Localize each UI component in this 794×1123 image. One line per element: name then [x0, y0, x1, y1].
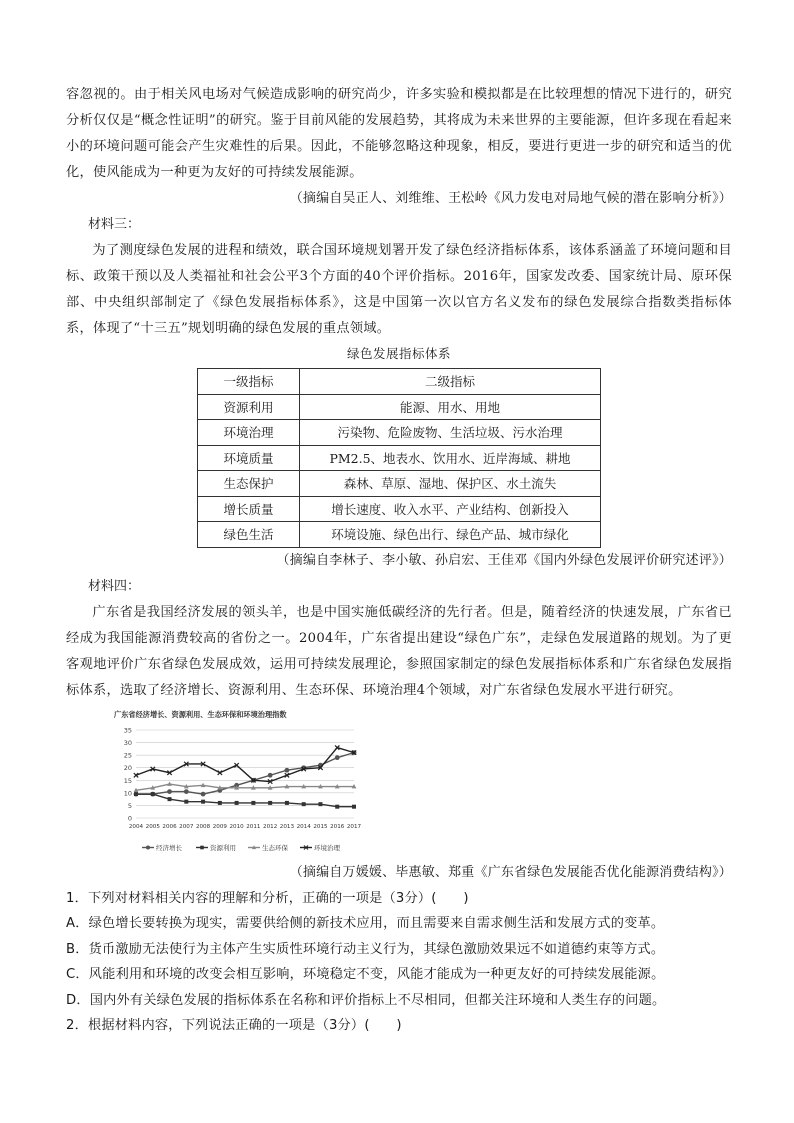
x-tick-label: 2012	[263, 823, 278, 830]
table-cell: 森林、草原、湿地、保护区、水土流失	[300, 471, 601, 497]
table-row	[198, 496, 601, 522]
table-row	[198, 471, 601, 497]
table-cell: 污染物、危险废物、生活垃圾、污水治理	[300, 420, 601, 446]
question-2-stem: 2．根据材料内容，下列说法正确的一项是（3分）( )	[66, 1018, 402, 1033]
material-4-heading: 材料四：	[88, 578, 141, 594]
table-cell: 能源、用水、用地	[300, 394, 601, 420]
y-tick-label: 25	[123, 751, 132, 760]
data-point	[184, 789, 189, 794]
x-tick-label: 2011	[246, 823, 261, 830]
legend-label: 经济增长	[156, 843, 182, 852]
data-point	[318, 802, 322, 806]
table-row	[198, 420, 601, 446]
table-cell: 生态保护	[198, 471, 300, 497]
x-tick-label: 2013	[279, 823, 295, 830]
x-tick-label: 2006	[162, 823, 177, 830]
data-point	[251, 800, 255, 804]
source-material-4: （摘编自万媛媛、毕惠敏、郑重《广东省绿色发展能否优化能源消费结构》）	[289, 864, 732, 880]
y-tick-label: 30	[123, 738, 132, 747]
data-point	[218, 800, 222, 804]
table-cell: 增长速度、收入水平、产业结构、创新投入	[300, 496, 601, 522]
table-row	[198, 394, 601, 420]
y-tick-label: 15	[123, 776, 132, 785]
chart-title: 广东省经济增长、资源利用、生态环保和环境治理指数	[114, 709, 287, 719]
data-point	[168, 797, 172, 801]
legend-marker	[200, 845, 204, 849]
table-row	[198, 522, 601, 548]
data-point	[285, 800, 289, 804]
exam-page	[66, 82, 732, 1039]
x-tick-label: 2007	[179, 823, 194, 830]
data-point	[302, 802, 306, 806]
material-3-paragraph: 为了测度绿色发展的进程和绩效，联合国环境规划署开发了绿色经济指标体系，该体系涵盖了环境问题和目标、政策干预以及人类福祉和社会公平3个方面的40个评价指标。2016年，国家发改委、国家统计局、原环保部、中央组织部制定了《绿色发展指标体系》，这是中国第一次以官方名义发布的绿色发展综合指数类指标体系，体现了“十三五”规划明确的绿色发展的重点领域。	[66, 243, 732, 336]
line-chart	[114, 708, 362, 860]
y-tick-label: 10	[123, 788, 132, 797]
legend-label: 资源利用	[210, 843, 236, 852]
table-header-cell: 二级指标	[300, 369, 601, 395]
table-header-cell: 一级指标	[198, 369, 300, 395]
legend-marker	[146, 845, 150, 849]
data-point	[201, 791, 206, 796]
data-point	[235, 800, 239, 804]
question-1-option-c: C．风能利用和环境的改变会相互影响，环境稳定不变，风能才能成为一种更友好的可持续发展能源。	[66, 967, 665, 982]
data-point	[268, 772, 273, 777]
data-point	[201, 799, 205, 803]
data-point	[184, 799, 188, 803]
data-point	[134, 792, 138, 796]
y-tick-label: 20	[123, 763, 132, 772]
table-cell: 资源利用	[198, 394, 300, 420]
table-cell: 环境设施、绿色出行、绿色产品、城市绿化	[300, 522, 601, 548]
y-tick-label: 5	[127, 801, 132, 810]
question-1-option-d: D．国内外有关绿色发展的指标体系在名称和评价指标上不尽相同，但都关注环境和人类生存的问题。	[66, 992, 666, 1008]
x-tick-label: 2017	[346, 823, 362, 830]
question-1-option-b: B．货币激励无法使行为主体产生实质性环境行动主义行为，其绿色激励效果远不如道德约束等方式。	[66, 941, 665, 957]
line-chart-svg	[114, 708, 362, 860]
table-cell: 环境质量	[198, 445, 300, 471]
table-row	[198, 445, 601, 471]
intro-paragraph: 容忽视的。由于相关风电场对气候造成影响的研究尚少，许多实验和模拟都是在比较理想的情况下进行的，研究分析仅仅是“概念性证明”的研究。鉴于目前风能的发展趋势，其将成为未来世界的主要能源，但许多现在看起来小的环境问题可能会产生灾难性的后果。因此，不能够忽略这种现象，相反，要进行更进一步的研究和适当的优化，使风能成为一种更为友好的可持续发展能源。	[66, 87, 732, 180]
source-material-3: （摘编自李林子、李小敏、孙启宏、王佳邓《国内外绿色发展评价研究述评》）	[276, 552, 732, 568]
data-point	[285, 767, 290, 772]
x-tick-label: 2008	[195, 823, 211, 830]
data-point	[268, 800, 272, 804]
y-tick-label: 0	[127, 814, 132, 822]
question-1-option-a: A．绿色增长要转换为现实，需要供给侧的新技术应用，而且需要来自需求侧生活和发展方式的变革。	[66, 916, 665, 931]
material-3-heading: 材料三：	[88, 217, 141, 232]
x-tick-label: 2005	[145, 823, 160, 830]
table-header-row	[198, 369, 601, 395]
x-tick-label: 2014	[296, 823, 311, 830]
legend-label: 环境治理	[314, 843, 340, 852]
x-tick-label: 2016	[330, 823, 345, 830]
table-cell: PM2.5、地表水、饮用水、近岸海域、耕地	[300, 445, 601, 471]
table-cell: 增长质量	[198, 496, 300, 522]
table-cell: 绿色生活	[198, 522, 300, 548]
source-material-2: （摘编自吴正人、刘维维、王松岭《风力发电对局地气候的潜在影响分析》）	[289, 191, 732, 206]
data-point	[352, 804, 356, 808]
data-point	[151, 792, 155, 796]
table-title: 绿色发展指标体系	[346, 346, 451, 361]
x-tick-label: 2015	[313, 823, 328, 830]
question-1-stem: 1．下列对材料相关内容的理解和分析，正确的一项是（3分）( )	[66, 890, 469, 906]
table-cell: 环境治理	[198, 420, 300, 446]
indicator-table	[197, 368, 601, 548]
legend-label: 生态环保	[262, 843, 288, 852]
data-point	[335, 755, 340, 760]
data-point	[167, 789, 172, 794]
y-tick-label: 35	[123, 726, 132, 734]
x-tick-label: 2010	[229, 823, 244, 830]
data-point	[335, 804, 339, 808]
material-4-paragraph: 广东省是我国经济发展的领头羊，也是中国实施低碳经济的先行者。但是，随着经济的快速发展，广东省已经成为我国能源消费较高的省份之一。2004年，广东省提出建设“绿色广东”，走绿色发展道路的规划。为了更客观地评价广东省绿色发展成效，运用可持续发展理论，参照国家制定的绿色发展指标体系和广东省绿色发展指标体系，选取了经济增长、资源利用、生态环保、环境治理4个领域，对广东省绿色发展水平进行研究。	[66, 604, 732, 698]
x-tick-label: 2004	[128, 823, 144, 830]
x-tick-label: 2009	[212, 823, 227, 830]
